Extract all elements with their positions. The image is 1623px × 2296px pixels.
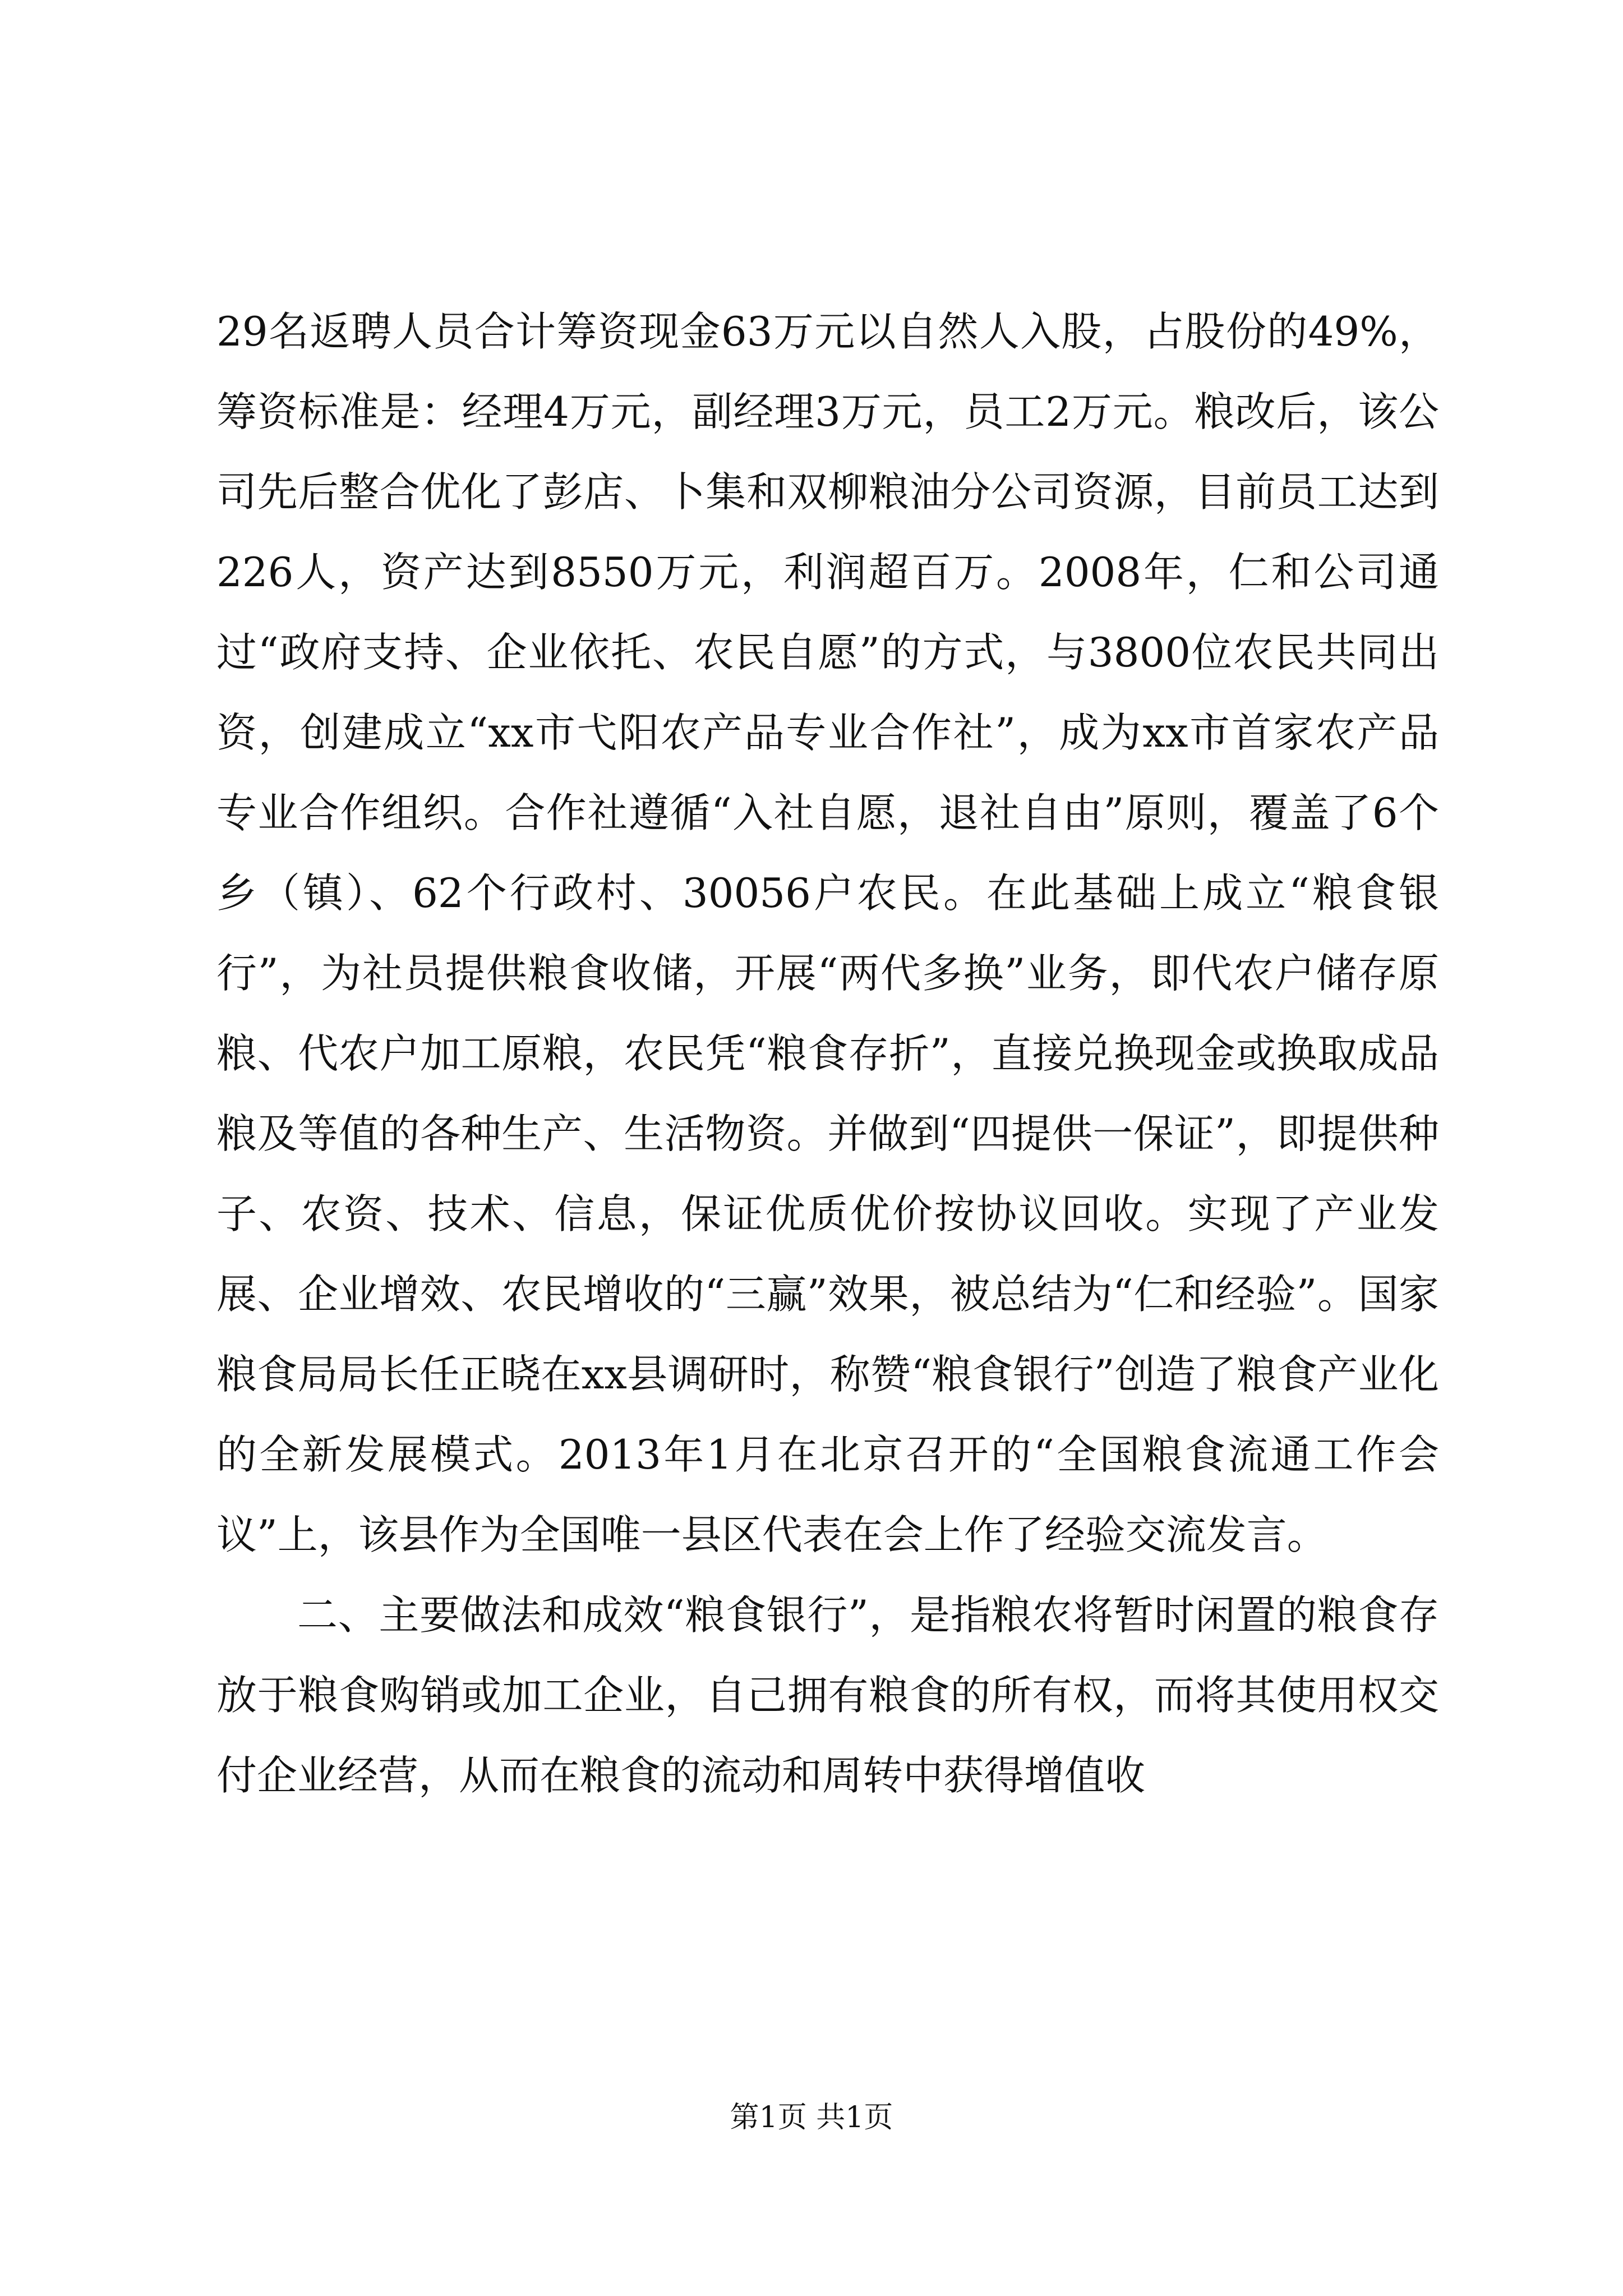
paragraph-2: 二、主要做法和成效“粮食银行”，是指粮农将暂时闲置的粮食存放于粮食购销或加工企业，自己拥有粮食的所有权，而将其使用权交付企业经营，从而在粮食的流动和周转中获得增值收 xyxy=(216,1591,1439,1799)
paragraph-1: 29名返聘人员合计筹资现金63万元以自然人入股，占股份的49%，筹资标准是：经理4万元，副经理3万元，员工2万元。粮改后，该公司先后整合优化了彭店、卜集和双柳粮油分公司资源，目前员工达到226人，资产达到8550万元，利润超百万。2008年，仁和公司通过“政府支持、企业依托、农民自愿”的方式，与3800位农民共同出资，创建成立“xx市弋阳农产品专业合作社”，成为xx市首家农产品专业合作组织。合作社遵循“入社自愿，退社自由”原则，覆盖了6个乡（镇）、62个行政村、30056户农民。在此基础上成立“粮食银行”，为社员提供粮食收储，开展“两代多换”业务，即代农户储存原粮、代农户加工原粮，农民凭“粮食存折”，直接兑换现金或换取成品粮及等值的各种生产、生活物资。并做到“四提供一保证”，即提供种子、农资、技术、信息，保证优质优价按协议回收。实现了产业发展、企业增效、农民增收的“三赢”效果，被总结为“仁和经验”。国家粮食局局长任正晓在xx县调研时，称赞“粮食银行”创造了粮食产业化的全新发展模式。2013年1月在北京召开的“全国粮食流通工作会议”上，该县作为全国唯一县区代表在会上作了经验交流发言。 xyxy=(216,308,1439,1558)
document-body xyxy=(216,292,1439,1816)
page-number: 第1页 共1页 xyxy=(730,2101,893,2134)
page-footer xyxy=(0,2098,1623,2137)
